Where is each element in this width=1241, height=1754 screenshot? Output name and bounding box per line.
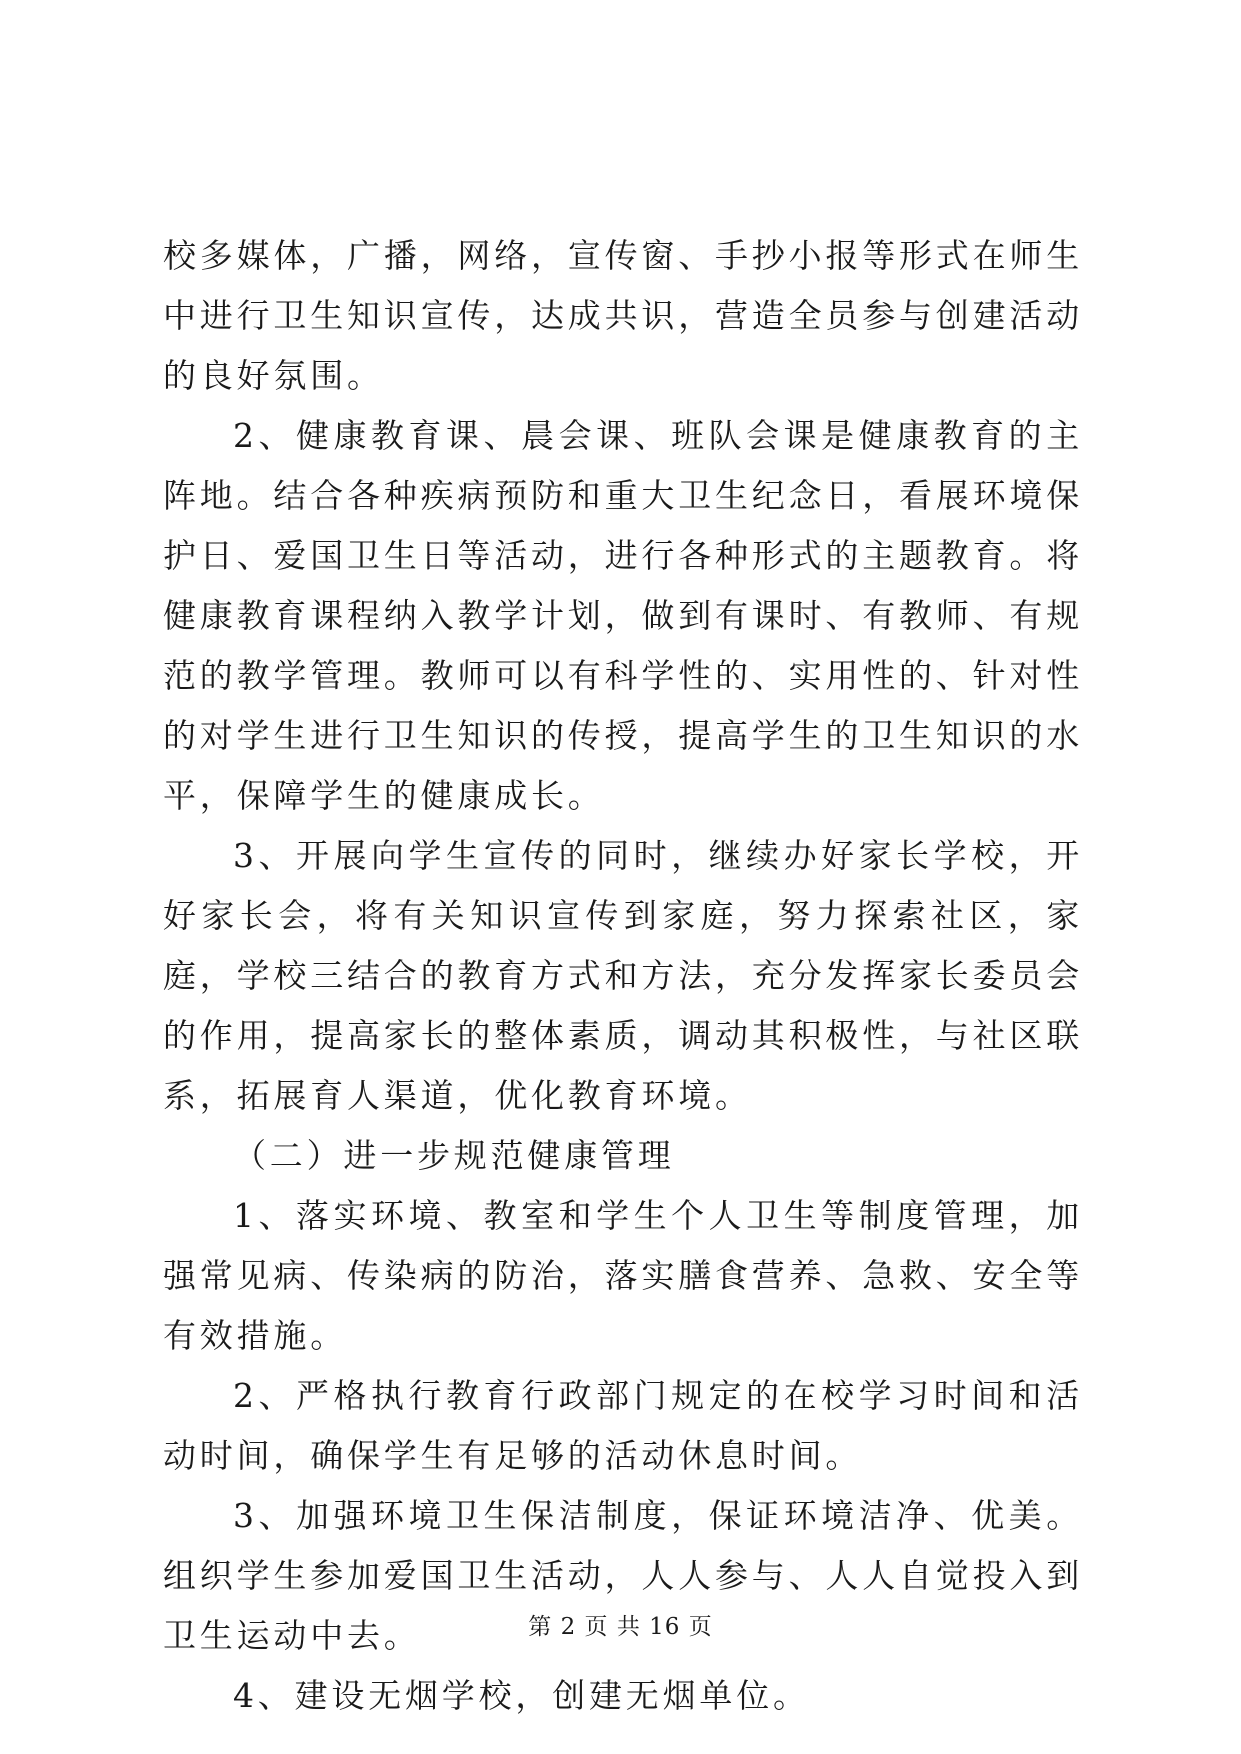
paragraph-item-3-parent-school: 3、开展向学生宣传的同时，继续办好家长学校，开好家长会，将有关知识宣传到家庭，努力探索社区，家庭，学校三结合的教育方式和方法，充分发挥家长委员会的作用，提高家长的整体素质，调动其积极性，与社区联系，拓展育人渠道，优化教育环境。	[163, 836, 1083, 1115]
paragraph-item-1-hygiene-system: 1、落实环境、教室和学生个人卫生等制度管理，加强常见病、传染病的防治，落实膳食营养、急救、安全等有效措施。	[163, 1196, 1083, 1355]
paragraph-continuation: 校多媒体，广播，网络，宣传窗、手抄小报等形式在师生中进行卫生知识宣传，达成共识，营造全员参与创建活动的良好氛围。	[163, 236, 1083, 395]
section-heading: （二）进一步规范健康管理	[233, 1136, 675, 1175]
paragraph-item-4-smoke-free: 4、建设无烟学校，创建无烟单位。	[233, 1676, 810, 1715]
paragraph-item-3-environment: 3、加强环境卫生保洁制度，保证环境洁净、优美。组织学生参加爱国卫生活动，人人参与、人人自觉投入到卫生运动中去。	[163, 1496, 1083, 1655]
page-footer: 第 2 页 共 16 页	[528, 1614, 713, 1640]
document-body	[163, 226, 1083, 1726]
paragraph-item-2-study-time: 2、严格执行教育行政部门规定的在校学习时间和活动时间，确保学生有足够的活动休息时间。	[163, 1376, 1083, 1475]
paragraph-item-2-health-class: 2、健康教育课、晨会课、班队会课是健康教育的主阵地。结合各种疾病预防和重大卫生纪念日，看展环境保护日、爱国卫生日等活动，进行各种形式的主题教育。将健康教育课程纳入教学计划，做到有课时、有教师、有规范的教学管理。教师可以有科学性的、实用性的、针对性的对学生进行卫生知识的传授，提高学生的卫生知识的水平，保障学生的健康成长。	[163, 416, 1083, 815]
